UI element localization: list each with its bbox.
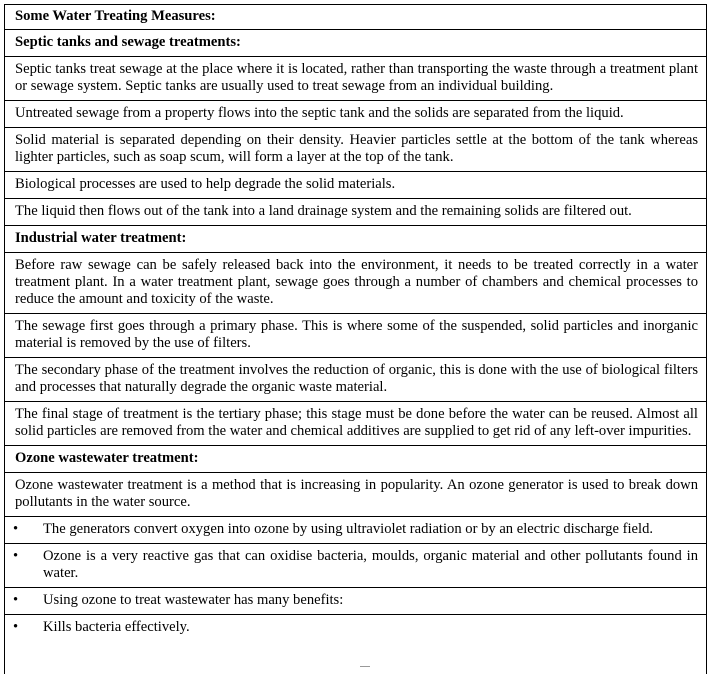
section-heading-ozone: Ozone wastewater treatment: bbox=[5, 446, 706, 473]
bullet-item bbox=[5, 517, 706, 544]
document-title: Some Water Treating Measures: bbox=[5, 5, 706, 30]
bullet-item bbox=[5, 615, 706, 641]
paragraph-text: The liquid then flows out of the tank into a land drainage system and the remaining solids are filtered out. bbox=[15, 203, 632, 219]
paragraph-text: Solid material is separated depending on their density. Heavier particles settle at the bottom of the tank whereas lighter particles, such as soap scum, will form a layer at the top of the tank. bbox=[15, 132, 698, 165]
paragraph-text: The sewage first goes through a primary phase. This is where some of the suspended, solid particles and inorganic material is removed by the use of filters. bbox=[15, 318, 698, 351]
paragraph-text: Biological processes are used to help degrade the solid materials. bbox=[15, 176, 396, 192]
paragraph bbox=[5, 199, 706, 226]
bullet-text: Kills bacteria effectively. bbox=[43, 619, 190, 635]
paragraph-text: The secondary phase of the treatment involves the reduction of organic, this is done with the use of biological filters and processes that naturally degrade the organic waste material. bbox=[15, 362, 698, 395]
paragraph bbox=[5, 128, 706, 172]
paragraph bbox=[5, 314, 706, 358]
bullet-marker: • bbox=[13, 619, 19, 635]
paragraph-text: Ozone wastewater treatment is a method that is increasing in popularity. An ozone generator is used to break down pollutants in the water source. bbox=[15, 477, 698, 510]
section-heading-industrial: Industrial water treatment: bbox=[5, 226, 706, 253]
bullet-text: Ozone is a very reactive gas that can oxidise bacteria, moulds, organic material and other pollutants found in water. bbox=[43, 548, 698, 581]
page-edge-mark bbox=[360, 666, 370, 667]
bullet-marker: • bbox=[13, 592, 19, 608]
paragraph-text: Before raw sewage can be safely released back into the environment, it needs to be treated correctly in a water treatment plant. In a water treatment plant, sewage goes through a number of chambers and chemical processes to reduce the amount and toxicity of the waste. bbox=[15, 257, 698, 307]
paragraph bbox=[5, 402, 706, 446]
section-heading-septic: Septic tanks and sewage treatments: bbox=[5, 30, 706, 57]
paragraph bbox=[5, 358, 706, 402]
bullet-text: Using ozone to treat wastewater has many benefits: bbox=[43, 592, 344, 608]
paragraph-text: The final stage of treatment is the tertiary phase; this stage must be done before the water can be reused. Almost all solid particles are removed from the water and chemical additives are supplied to get rid of any left-over impurities. bbox=[15, 406, 698, 439]
bullet-marker: • bbox=[13, 548, 19, 564]
document-table bbox=[4, 4, 707, 674]
paragraph bbox=[5, 172, 706, 199]
bullet-item bbox=[5, 588, 706, 615]
paragraph-text: Septic tanks treat sewage at the place where it is located, rather than transporting the waste through a treatment plant or sewage system. Septic tanks are usually used to treat sewage from an individual building. bbox=[15, 61, 698, 94]
bullet-marker: • bbox=[13, 521, 19, 537]
bullet-text: The generators convert oxygen into ozone by using ultraviolet radiation or by an electric discharge field. bbox=[43, 521, 654, 537]
paragraph bbox=[5, 473, 706, 517]
bullet-item bbox=[5, 544, 706, 588]
paragraph bbox=[5, 57, 706, 101]
paragraph-text: Untreated sewage from a property flows into the septic tank and the solids are separated from the liquid. bbox=[15, 105, 624, 121]
paragraph bbox=[5, 101, 706, 128]
paragraph bbox=[5, 253, 706, 314]
